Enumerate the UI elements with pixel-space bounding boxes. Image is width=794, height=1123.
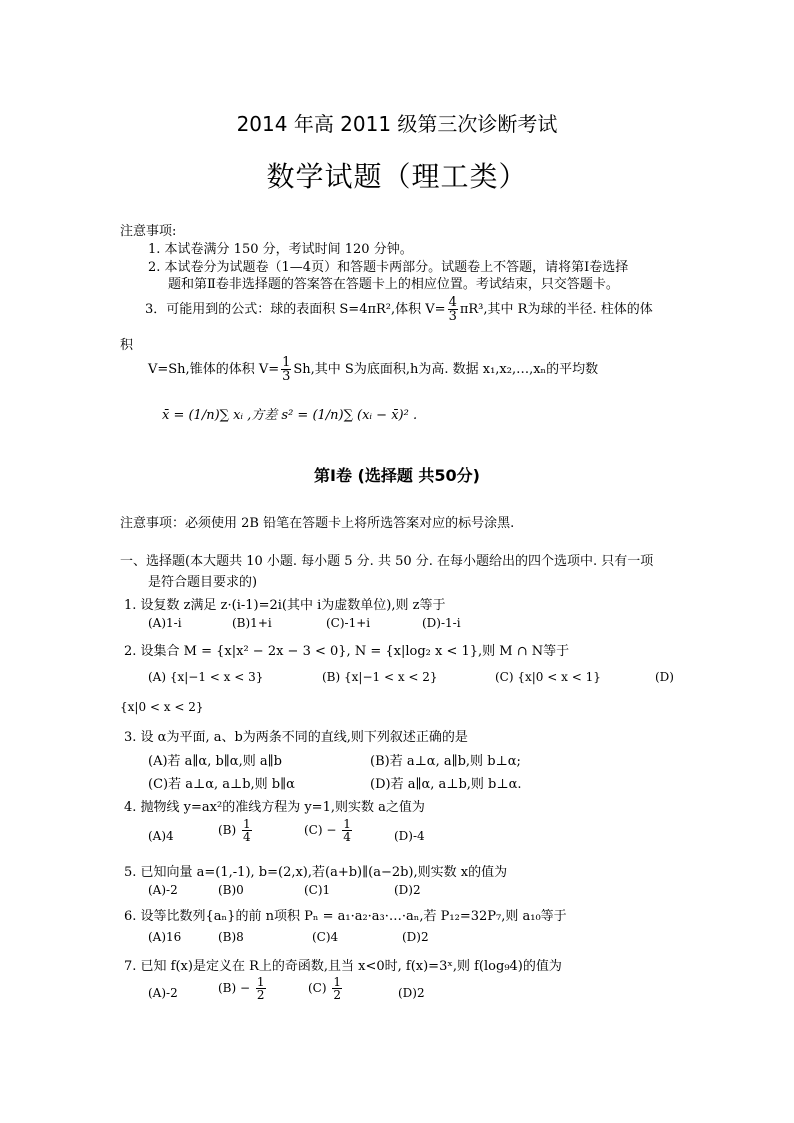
q6-stem: 6. 设等比数列{aₙ}的前 n项积 Pₙ = a₁·a₂·a₃·…·aₙ,若 P₁₂=32P₇,则 a₁₀等于 [124,909,567,924]
volume-den: 3 [448,309,457,324]
notice-item-2-cont: 题和第Ⅱ卷非选择题的答案答在答题卡上的相应位置。考试结束，只交答题卡。 [168,277,619,292]
q4-option-d: (D)-4 [394,829,425,843]
formula-text-d: Sh,其中 S为底面积,h为高. 数据 x₁,x₂,…,xₙ的平均数 [293,362,599,377]
q7-b-den: 2 [256,988,265,1002]
q4-option-a: (A)4 [148,829,174,843]
q2-option-b: (B) {x|−1 < x < 2} [322,670,438,684]
q2-stem: 2. 设集合 M = {x|x² − 2x − 3 < 0}, N = {x|log₂ x < 1},则 M ∩ N等于 [124,644,570,659]
q5-option-a: (A)-2 [148,883,178,897]
q7-option-b [218,976,268,1001]
q2-option-a: (A) {x|−1 < x < 3} [148,670,264,684]
section-title-1: 一、选择题(本大题共 10 小题. 每小题 5 分. 共 50 分. 在每小题给出的四个选项中. 只有一项 [120,554,654,569]
q4-c-num: 1 [343,817,351,831]
q7-option-c-fraction [332,976,342,1001]
q7-option-b-fraction [256,976,266,1001]
q4-option-b-fraction [242,818,252,843]
volume-fraction [448,296,458,323]
q1-option-a: (A)1-i [148,616,182,630]
exam-title: 2014 年高 2011 级第三次诊断考试 [236,112,558,136]
part1-note: 注意事项：必须使用 2B 铅笔在答题卡上将所选答案对应的标号涂黑. [120,516,515,531]
q3-stem: 3. 设 α为平面, a、b为两条不同的直线,则下列叙述正确的是 [124,730,468,745]
q7-option-c-label: (C) [308,981,327,995]
formula-text-c: V=Sh,锥体的体积 V= [148,362,280,377]
q3-option-b: (B)若 a⊥α, a∥b,则 b⊥α; [370,754,521,769]
q2-option-d: (D) [655,670,674,684]
q4-stem: 4. 抛物线 y=ax²的准线方程为 y=1,则实数 a之值为 [124,800,425,815]
q4-option-b [218,818,254,843]
cone-num: 1 [282,355,291,370]
q7-option-c [308,976,344,1001]
q4-option-c [304,818,354,843]
q3-option-c: (C)若 a⊥α, a⊥b,则 b∥α [148,777,295,792]
q7-c-num: 1 [333,975,342,989]
q2-option-c: (C) {x|0 < x < 1} [495,670,601,684]
q5-option-c: (C)1 [304,883,331,897]
q2-option-d-cont: {x|0 < x < 2} [120,700,204,714]
notice-item-2: 2. 本试卷分为试题卷（1—4页）和答题卡两部分。试题卷上不答题，请将第Ⅰ卷选择 [148,260,629,275]
formula-text-b: πR³,其中 R为球的半径. 柱体的体 [459,302,653,317]
q5-option-b: (B)0 [218,883,244,897]
q3-option-a: (A)若 a∥α, b∥α,则 a∥b [148,754,282,769]
q4-b-num: 1 [243,817,251,831]
volume-num: 4 [448,295,457,310]
section-title-2: 是符合题目要求的) [148,575,258,590]
q4-option-c-fraction [342,818,352,843]
notice-item-1: 1. 本试卷满分 150 分，考试时间 120 分钟。 [148,242,413,257]
q1-option-c: (C)-1+i [326,616,371,630]
q1-stem: 1. 设复数 z满足 z·(i-1)=2i(其中 i为虚数单位),则 z等于 [124,598,446,613]
q4-c-den: 4 [343,830,351,844]
q5-stem: 5. 已知向量 a=(1,-1), b=(2,x),若(a+b)∥(a−2b),则实数 x的值为 [124,865,508,880]
q7-option-d: (D)2 [398,986,425,1000]
part1-heading: 第Ⅰ卷 (选择题 共50分) [314,466,480,485]
q6-option-c: (C)4 [312,930,339,944]
formula-text-a: 3．可能用到的公式：球的表面积 S=4πR²,体积 V= [145,302,446,317]
q7-option-b-label: (B) − [218,981,251,995]
notice-heading: 注意事项: [120,224,177,239]
cone-fraction [281,356,291,383]
formula-line-2: 积 [120,338,134,353]
cone-den: 3 [282,369,291,384]
formula-line-3 [148,356,598,383]
q1-option-d: (D)-1-i [422,616,461,630]
q5-option-d: (D)2 [394,883,421,897]
q7-option-a: (A)-2 [148,986,178,1000]
q1-option-b: (B)1+i [232,616,272,630]
q7-c-den: 2 [333,988,342,1002]
q6-option-a: (A)16 [148,930,182,944]
q3-option-d: (D)若 a∥α, a⊥b,则 b⊥α. [370,777,522,792]
formula-line-1 [145,296,653,323]
q7-b-num: 1 [256,975,265,989]
formula-line-4: x̄ = (1/n)∑ xᵢ ,方差 s² = (1/n)∑ (xᵢ − x̄)² . [162,408,418,423]
q7-stem: 7. 已知 f(x)是定义在 R上的奇函数,且当 x<0时, f(x)=3ˣ,则 f(log₉4)的值为 [124,959,562,974]
exam-subtitle: 数学试题（理工类） [266,160,528,193]
q4-option-c-label: (C) − [304,823,337,837]
q6-option-b: (B)8 [218,930,244,944]
q4-b-den: 4 [243,830,251,844]
q4-option-b-label: (B) [218,823,237,837]
q6-option-d: (D)2 [402,930,429,944]
